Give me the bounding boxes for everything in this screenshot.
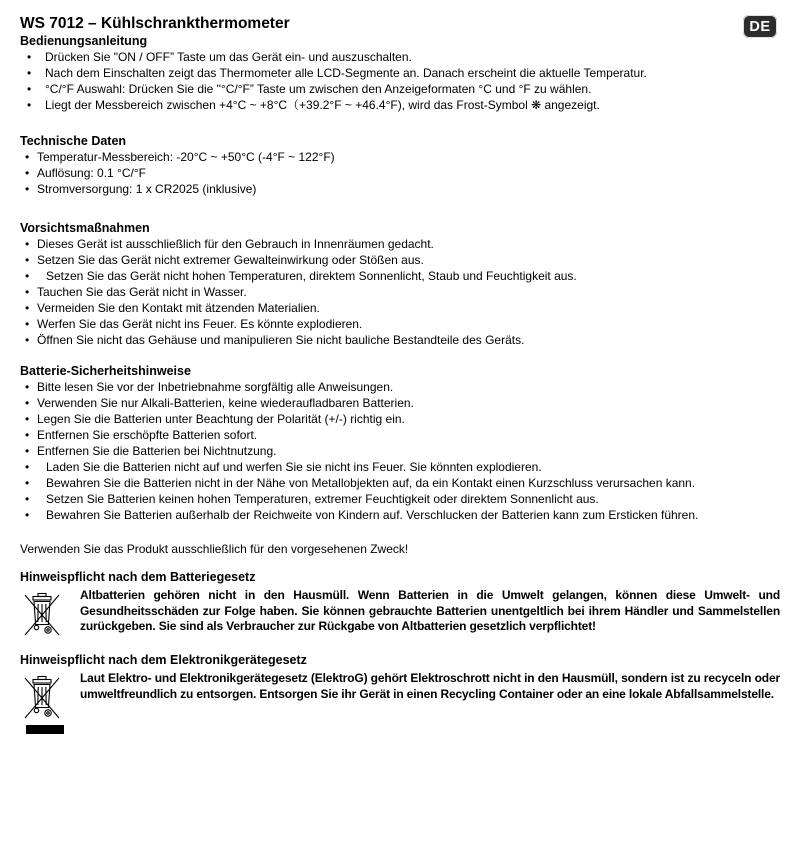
bullet-item	[20, 181, 780, 197]
bullet-marker: •	[25, 317, 30, 331]
bullet-item	[20, 165, 780, 181]
bullet-text: Öffnen Sie nicht das Gehäuse und manipulieren Sie nicht bauliche Bestandteile des Geräts.	[37, 333, 525, 347]
bullet-marker: •	[25, 476, 30, 490]
bullet-marker: •	[25, 492, 30, 506]
tech-bullet-list	[20, 149, 780, 197]
bullet-marker: •	[27, 66, 32, 80]
bullet-marker: •	[25, 285, 30, 299]
bullet-marker: •	[25, 301, 30, 315]
bullet-marker: •	[25, 412, 30, 426]
bullet-item	[20, 284, 780, 300]
intended-use-note: Verwenden Sie das Produkt ausschließlich für den vorgesehenen Zweck!	[20, 542, 409, 556]
bullet-marker: •	[25, 253, 30, 267]
section-heading-batterie-sicherheitshinweise: Batterie-Sicherheitshinweise	[20, 364, 191, 378]
bullet-text: °C/°F Auswahl: Drücken Sie die "°C/°F” Taste um zwischen den Anzeigeformaten °C und °F zu wählen.	[45, 82, 592, 96]
bullet-text: Laden Sie die Batterien nicht auf und werfen Sie sie nicht ins Feuer. Sie könnten explodieren.	[46, 460, 542, 474]
bullet-marker: •	[25, 380, 30, 394]
bullet-text: Liegt der Messbereich zwischen +4°C ~ +8°C（+39.2°F ~ +46.4°F), wird das Frost-Symbol ❋ angezeigt.	[45, 98, 600, 112]
bullet-item	[20, 149, 780, 165]
bullet-marker: •	[27, 50, 32, 64]
weee-black-bar-icon	[26, 725, 64, 734]
bullet-item	[20, 332, 780, 348]
bullet-marker: •	[25, 396, 30, 410]
bullet-marker: •	[25, 428, 30, 442]
bullet-item	[20, 65, 780, 81]
bullet-item	[20, 300, 780, 316]
battery-law-block	[20, 588, 780, 637]
bullet-text: Bewahren Sie Batterien außerhalb der Reichweite von Kindern auf. Verschlucken der Batterien kann zum Ersticken führen.	[46, 508, 699, 522]
elektro-law-icon-column	[20, 671, 80, 734]
bullet-item	[20, 443, 780, 459]
bullet-text: Bitte lesen Sie vor der Inbetriebnahme sorgfältig alle Anweisungen.	[37, 380, 394, 394]
bullet-item	[20, 379, 780, 395]
battery-law-text: Altbatterien gehören nicht in den Hausmüll. Wenn Batterien in die Umwelt gelangen, können diese Umwelt- und Gesundheitsschäden zur Folge haben. Sie können gebrauchte Batterien unentgeltlich bei ihrem Händler und Sammelstellen zurückgeben. Sie sind als Verbraucher zur Rückgabe von Altbatterien gesetzlich verpflichtet!	[80, 588, 780, 634]
section-heading-technische-daten: Technische Daten	[20, 134, 127, 148]
battery-law-icon-column	[20, 588, 80, 637]
page-title: WS 7012 – Kühlschrankthermometer	[20, 15, 290, 32]
bullet-marker: •	[25, 333, 30, 347]
section-heading-vorsichtsmassnahmen: Vorsichtsmaßnahmen	[20, 221, 150, 235]
bullet-item	[20, 395, 780, 411]
crossed-out-wheeled-bin-icon	[24, 674, 60, 720]
bullet-text: Dieses Gerät ist ausschließlich für den Gebrauch in Innenräumen gedacht.	[37, 237, 434, 251]
bullet-item	[20, 475, 780, 491]
bullet-marker: •	[25, 237, 30, 251]
language-badge: DE	[743, 15, 777, 38]
bullet-text: Setzen Sie das Gerät nicht hohen Temperaturen, direktem Sonnenlicht, Staub und Feuchtigkeit aus.	[46, 269, 577, 283]
bullet-text: Legen Sie die Batterien unter Beachtung der Polarität (+/-) richtig ein.	[37, 412, 405, 426]
elektro-law-block	[20, 671, 780, 734]
bullet-item	[20, 491, 780, 507]
bullet-marker: •	[27, 82, 32, 96]
bullet-text: Auflösung: 0.1 °C/°F	[37, 166, 146, 180]
elektro-law-text: Laut Elektro- und Elektronikgerätegesetz (ElektroG) gehört Elektroschrott nicht in den Hausmüll, sondern ist zu recyceln oder umweltfreundlich zu entsorgen. Entsorgen Sie ihr Gerät in einen Recycling Container oder an eine lokale Abfallsammelstelle.	[80, 671, 780, 701]
bullet-item	[20, 49, 780, 65]
crossed-out-wheeled-bin-icon	[24, 591, 60, 637]
bullet-text: Stromversorgung: 1 x CR2025 (inklusive)	[37, 182, 257, 196]
bullet-text: Entfernen Sie erschöpfte Batterien sofort.	[37, 428, 258, 442]
intro-bullet-list	[20, 49, 780, 113]
section-heading-bedienungsanleitung: Bedienungsanleitung	[20, 34, 148, 48]
battery-safety-bullet-list	[20, 379, 780, 523]
bullet-text: Werfen Sie das Gerät nicht ins Feuer. Es könnte explodieren.	[37, 317, 363, 331]
bullet-text: Entfernen Sie die Batterien bei Nichtnutzung.	[37, 444, 277, 458]
bullet-marker: •	[27, 98, 32, 112]
bullet-marker: •	[25, 269, 30, 283]
bullet-text: Vermeiden Sie den Kontakt mit ätzenden Materialien.	[37, 301, 320, 315]
bullet-marker: •	[25, 150, 30, 164]
bullet-marker: •	[25, 166, 30, 180]
bullet-text: Setzen Sie Batterien keinen hohen Temperaturen, extremer Feuchtigkeit oder direktem Sonnenlicht aus.	[46, 492, 599, 506]
bullet-item	[20, 236, 780, 252]
precautions-bullet-list	[20, 236, 780, 348]
bullet-marker: •	[25, 508, 30, 522]
bullet-item	[20, 81, 780, 97]
bullet-text: Bewahren Sie die Batterien nicht in der Nähe von Metallobjekten auf, da ein Kontakt einen Kurzschluss verursachen kann.	[46, 476, 696, 490]
bullet-item	[20, 459, 780, 475]
bullet-text: Nach dem Einschalten zeigt das Thermometer alle LCD-Segmente an. Danach erscheint die aktuelle Temperatur.	[45, 66, 647, 80]
bullet-item	[20, 411, 780, 427]
bullet-text: Tauchen Sie das Gerät nicht in Wasser.	[37, 285, 247, 299]
bullet-item	[20, 252, 780, 268]
bullet-text: Setzen Sie das Gerät nicht extremer Gewalteinwirkung oder Stößen aus.	[37, 253, 424, 267]
bullet-item	[20, 97, 780, 113]
bullet-item	[20, 268, 780, 284]
bullet-item	[20, 316, 780, 332]
bullet-item	[20, 427, 780, 443]
bullet-marker: •	[25, 444, 30, 458]
bullet-marker: •	[25, 182, 30, 196]
bullet-text: Verwenden Sie nur Alkali-Batterien, keine wiederaufladbaren Batterien.	[37, 396, 414, 410]
bullet-marker: •	[25, 460, 30, 474]
section-heading-elektronikgeraetegesetz: Hinweispflicht nach dem Elektronikgerätegesetz	[20, 653, 307, 667]
section-heading-batteriegesetz: Hinweispflicht nach dem Batteriegesetz	[20, 570, 256, 584]
bullet-text: Temperatur-Messbereich: -20°C ~ +50°C (-4°F ~ 122°F)	[37, 150, 335, 164]
bullet-item	[20, 507, 780, 523]
bullet-text: Drücken Sie "ON / OFF” Taste um das Gerät ein- und auszuschalten.	[45, 50, 412, 64]
